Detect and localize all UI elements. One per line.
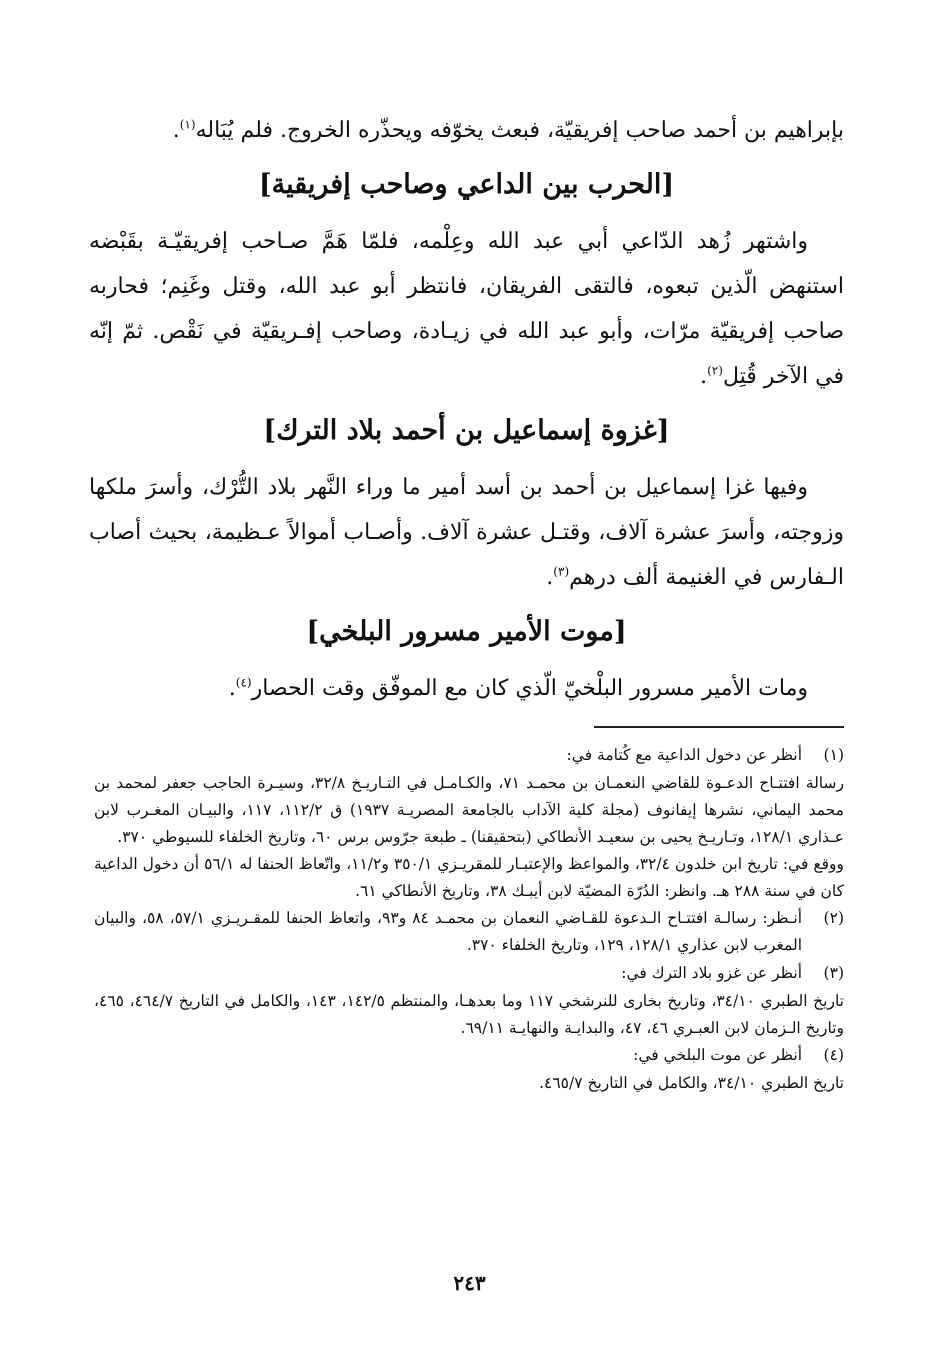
paragraph-1-text: بإبراهيم بن أحمد صاحب إفريقيّة، فبعث يخوّفه ويحذّره الخروج. فلم يُبَاله [195,118,844,143]
paragraph-2 [89,219,844,399]
footnote-1-intro: أنظر عن دخول الداعية مع كُتامة في: [566,746,802,764]
paragraph-3-text: وفيها غزا إسماعيل بن أحمد بن أسد أمير ما وراء النَّهر بلاد التُّرْك، وأسرَ ملكها وزوجته، وأسرَ عشرة آلاف، وقتـل عشرة آلاف. وأصـاب أموالاً عـظيمة، بحيث أصاب الـفارس في الغنيمة ألف درهم [89,475,844,590]
footnote-1 [94,742,844,769]
footnote-ref-3[interactable]: (٣) [553,564,570,579]
footnote-3-sources: تاريخ الطبري ٣٤/١٠، وتاريخ بخارى للنرشخي ١١٧ وما بعدهـا، والمنتظم ١٤٢/٥، ١٤٣، والكامل في التاريخ ٤٦٤/٧، ٤٦٥، وتاريخ الـزمان لابن العبـري ٤٦، ٤٧، والبدايـة والنهايـة ٦٩/١١. [94,992,844,1037]
footnote-3 [94,960,844,987]
paragraph-4-text: ومات الأمير مسرور البلْخيّ الّذي كان مع الموفّق وقت الحصار [251,676,808,701]
paragraph-1 [89,108,844,153]
footnote-ref-1[interactable]: (١) [179,117,196,132]
footnotes [94,742,844,1097]
section-heading-turk-campaign: [غزوة إسماعيل بن أحمد بلاد الترك] [263,415,670,446]
footnote-4-sources: تاريخ الطبري ٣٤/١٠، والكامل في التاريخ ٤٦٥/٧. [539,1074,844,1092]
page-number: ٢٤٣ [453,1271,486,1295]
paragraph-3-end: . [546,565,554,590]
footnote-ref-4[interactable]: (٤) [235,675,252,690]
footnote-1-additional: ووقع في: تاريخ ابن خلدون ٣٢/٤، والمواعظ والإعتبـار للمقريـزي ٣٥٠/١ و١١/٢، واتّعاظ الحنفا له ٥٦/١ أن دخول الداعية كان في سنة ٢٨٨ هـ. وانظر: الدُرّة المضيّة لابن أيبـك ٣٨، وتاريخ الأنطاكي ٦١. [94,855,844,900]
footnote-separator [594,726,844,728]
paragraph-2-text: واشتهر زُهد الدّاعي أبي عبد الله وعِلْمه، فلمّا هَمَّ صـاحب إفريقيّـة بقَبْضه استنهض الّذين تبعوه، فالتقى الفريقان، فانتظر أبو عبد الله، وقتل وغَنِم؛ فحاربه صاحب إفريقيّة مرّات، وأبو عبد الله في زيـادة، وصاحب إفـريقيّة في نَقْص. ثمّ إنّه في الآخر قُتِل [89,229,844,389]
main-text [89,108,844,711]
footnote-4 [94,1042,844,1069]
footnote-4-intro: أنظر عن موت البلخي في: [633,1046,802,1064]
footnote-3-intro: أنظر عن غزو بلاد الترك في: [621,964,802,982]
paragraph-2-end: . [700,364,708,389]
footnote-2 [94,905,844,959]
section-heading-death-masrur: [موت الأمير مسرور البلخي] [306,616,627,647]
footnote-3-number: (٣) [823,964,844,982]
paragraph-4-end: . [228,676,236,701]
section-heading-war: [الحرب بين الداعي وصاحب إفريقية] [258,169,675,200]
paragraph-3 [89,465,844,600]
paragraph-1-end: . [172,118,180,143]
footnote-2-text: أنـظر: رسالـة افتتـاح الـدعوة للقـاضي النعمان بن محمـد ٨٤ و٩٣، واتعاظ الحنفا للمقـريـزي ٥٧/١، ٥٨، والبيان المغرب لابن عذاري ١٢٨/١، ١٢٩، وتاريخ الخلفاء ٣٧٠. [94,909,802,954]
footnote-4-number: (٤) [823,1046,844,1064]
footnote-2-number: (٢) [823,909,844,927]
paragraph-4 [89,666,844,711]
footnote-1-number: (١) [823,746,844,764]
footnote-1-sources: رسالة افتتـاح الدعـوة للقاضي النعمـان بن محمـد ٧١، والكـامـل في التـاريـخ ٣٢/٨، وسيـرة الحاجب جعفر لمحمد بن محمد اليماني، نشرها إيفانوف (مجلة كلية الآداب بالجامعة المصريـة ١٩٣٧) ق ١١٢/٢، ١١٧، والبيـان المغـرب لابن عـذاري ١٢٨/١، وتـاريـخ يحيى بن سعيـد الأنطاكي (بتحقيقنا) ـ طبعة جرّوس برس ٦٠، وتاريخ الخلفاء للسيوطي ٣٧٠. [94,774,844,846]
footnote-ref-2[interactable]: (٢) [707,363,723,378]
